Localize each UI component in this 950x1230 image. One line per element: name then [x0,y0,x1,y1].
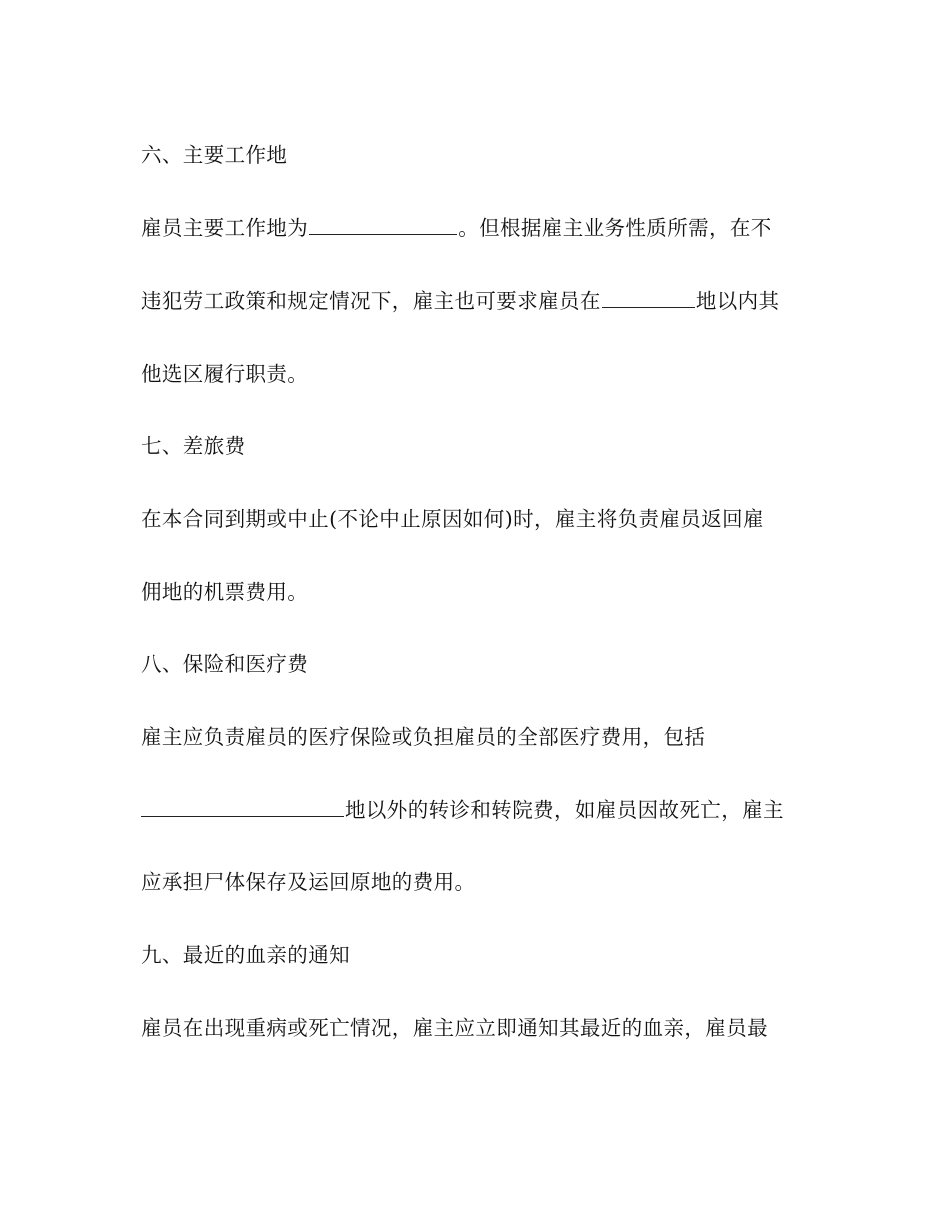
section-6-paragraph-line-2 [141,286,779,316]
text-segment: 地以内其 [695,289,780,313]
fill-in-blank-region[interactable] [602,287,695,308]
fill-in-blank-location[interactable] [141,796,344,817]
section-6-paragraph-line-1 [141,213,772,243]
section-8-paragraph-line-1 [141,722,705,752]
section-9-paragraph-line-1 [141,1013,768,1043]
section-7-paragraph-line-1 [141,504,764,534]
text-segment: 雇主应负责雇员的医疗保险或负担雇员的全部医疗费用，包括 [141,725,706,749]
section-6-heading [141,140,287,170]
section-8-heading-text: 八、保险和医疗费 [141,652,309,676]
section-7-paragraph-line-2 [141,577,308,607]
section-9-heading-text: 九、最近的血亲的通知 [141,943,350,967]
section-7-heading [141,431,246,461]
text-segment: 。但根据雇主业务性质所需，在不 [458,216,772,240]
text-segment: 雇员主要工作地为 [141,216,309,240]
fill-in-blank-work-location[interactable] [309,214,457,235]
section-8-paragraph-line-2 [141,795,784,825]
text-segment: 应承担尸体保存及运回原地的费用。 [141,870,476,894]
section-9-heading [141,940,350,970]
text-segment: 违犯劳工政策和规定情况下，雇主也可要求雇员在 [141,289,601,313]
section-7-heading-text: 七、差旅费 [141,434,246,458]
section-8-paragraph-line-3 [141,867,475,897]
section-6-heading-text: 六、主要工作地 [141,143,288,167]
text-segment: 佣地的机票费用。 [141,580,309,604]
text-segment: 雇员在出现重病或死亡情况，雇主应立即通知其最近的血亲，雇员最 [141,1016,768,1040]
text-segment: 地以外的转诊和转院费，如雇员因故死亡，雇主 [345,798,784,822]
section-6-paragraph-line-3 [141,359,308,389]
section-8-heading [141,649,308,679]
text-segment: 他选区履行职责。 [141,362,309,386]
text-segment: 在本合同到期或中止(不论中止原因如何)时，雇主将负责雇员返回雇 [141,507,764,531]
